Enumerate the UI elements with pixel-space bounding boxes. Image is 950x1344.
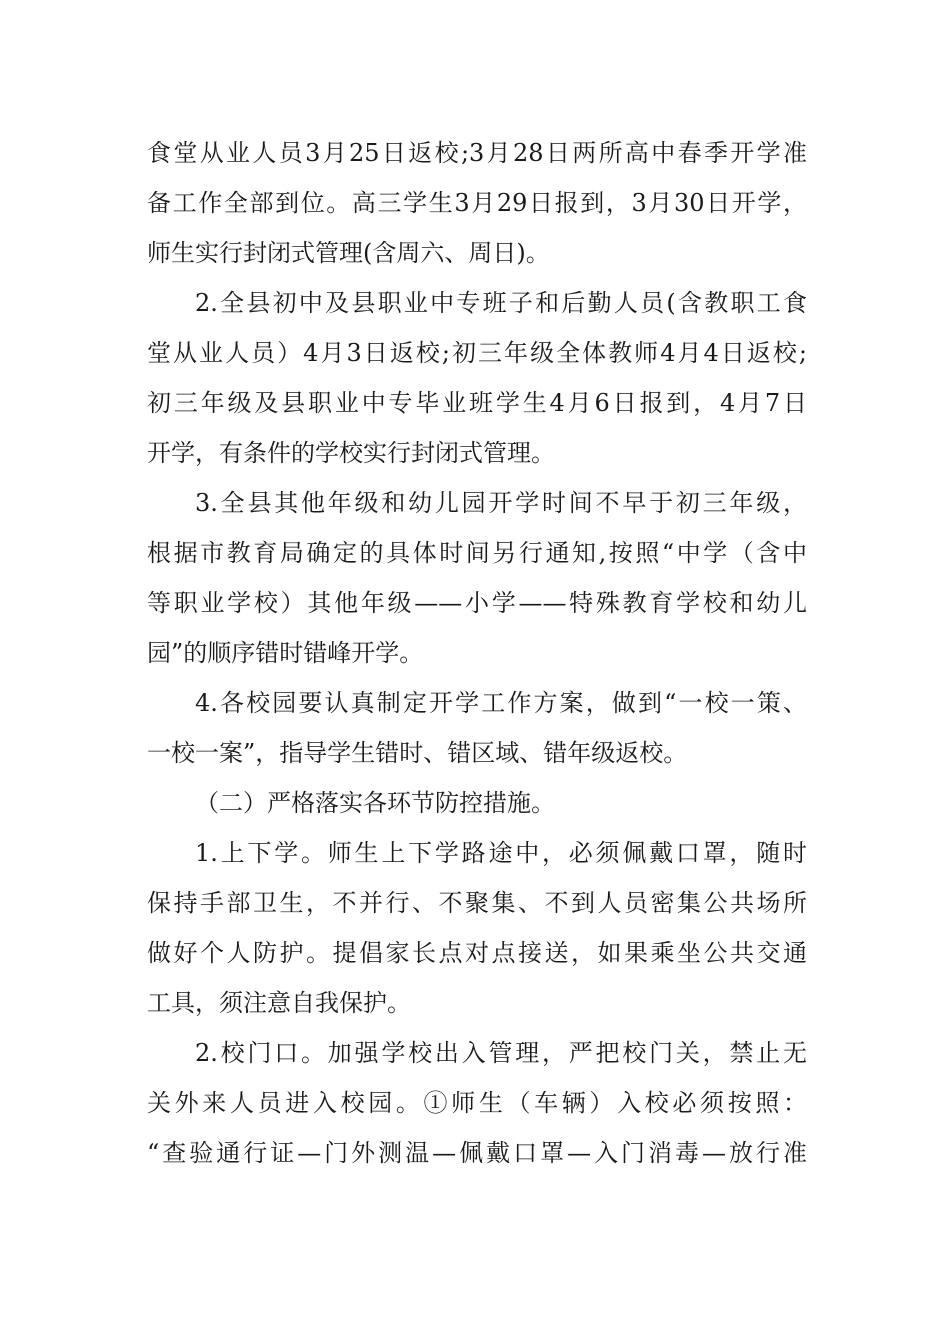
document-line: 一校一案”，指导学生错时、错区域、错年级返校。 bbox=[147, 739, 688, 767]
document-line: 开学，有条件的学校实行封闭式管理。 bbox=[147, 439, 555, 467]
document-line: 工具，须注意自我保护。 bbox=[147, 989, 411, 1017]
document-body bbox=[147, 128, 807, 1178]
document-line: 堂从业人员）4月3日返校;初三年级全体教师4月4日返校; bbox=[147, 339, 807, 367]
document-line: “查验通行证—门外测温—佩戴口罩—入门消毒—放行准 bbox=[147, 1139, 807, 1167]
document-line: 园”的顺序错时错峰开学。 bbox=[147, 639, 424, 667]
document-line: 师生实行封闭式管理(含周六、周日)。 bbox=[147, 239, 550, 267]
document-line: 初三年级及县职业中专毕业班学生4月6日报到，4月7日 bbox=[147, 389, 807, 417]
document-line: 1.上下学。师生上下学路途中，必须佩戴口罩，随时 bbox=[195, 839, 807, 867]
document-line: 做好个人防护。提倡家长点对点接送，如果乘坐公共交通 bbox=[147, 939, 807, 967]
document-line: 根据市教育局确定的具体时间另行通知,按照“中学（含中 bbox=[147, 539, 807, 567]
document-line: 关外来人员进入校园。①师生（车辆）入校必须按照： bbox=[147, 1089, 807, 1117]
document-line: 等职业学校）其他年级——小学——特殊教育学校和幼儿 bbox=[147, 589, 807, 617]
document-line: 2.校门口。加强学校出入管理，严把校门关，禁止无 bbox=[195, 1039, 807, 1067]
document-line: 4.各校园要认真制定开学工作方案，做到“一校一策、 bbox=[195, 689, 807, 717]
document-line: 3.全县其他年级和幼儿园开学时间不早于初三年级， bbox=[195, 489, 807, 517]
document-line: 食堂从业人员3月25日返校;3月28日两所高中春季开学准 bbox=[147, 139, 807, 167]
document-line: 2.全县初中及县职业中专班子和后勤人员(含教职工食 bbox=[195, 289, 807, 317]
document-line: 保持手部卫生，不并行、不聚集、不到人员密集公共场所 bbox=[147, 889, 807, 917]
document-line: 备工作全部到位。高三学生3月29日报到，3月30日开学， bbox=[147, 189, 807, 217]
document-line: （二）严格落实各环节防控措施。 bbox=[195, 789, 555, 817]
